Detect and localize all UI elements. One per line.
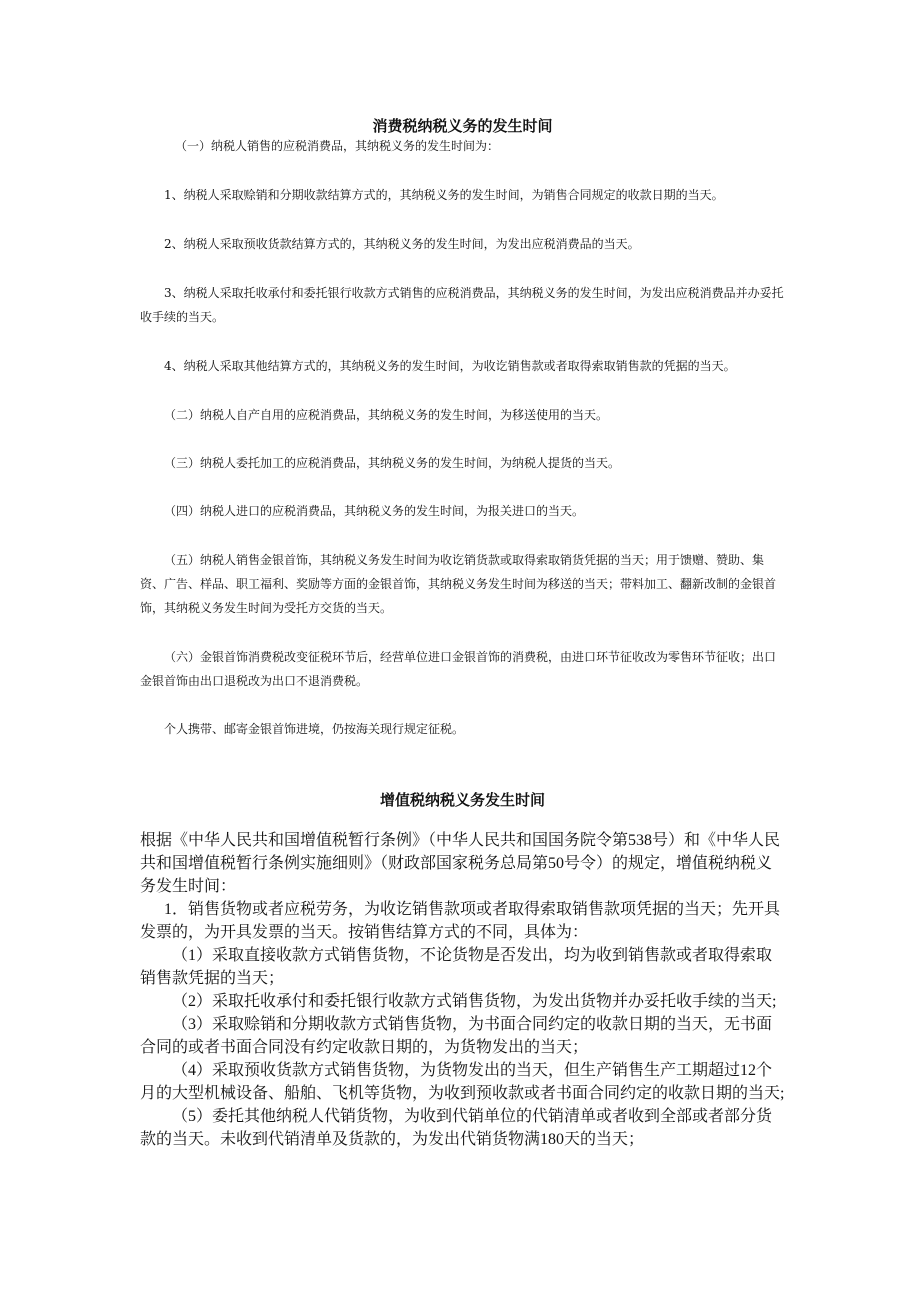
section1-paragraph-2: （二）纳税人自产自用的应税消费品，其纳税义务的发生时间，为移送使用的当天。: [164, 408, 609, 422]
section2-subitem-3: （3）采取赊销和分期收款方式销售货物，为书面合同约定的收款日期的当天，无书面合同的或者书面合同没有约定收款日期的，为货物发出的当天；: [140, 1016, 773, 1056]
section2-title: 增值税纳税义务发生时间: [379, 791, 545, 809]
section1-intro: （一）纳税人销售的应税消费品，其纳税义务的发生时间为：: [175, 139, 500, 153]
section1-paragraph-7: 个人携带、邮寄金银首饰进境，仍按海关现行规定征税。: [164, 722, 465, 736]
section1-item-3: 3、纳税人采取托收承付和委托银行收款方式销售的应税消费品，其纳税义务的发生时间，为发出应税消费品并办妥托收手续的当天。: [140, 286, 784, 324]
section1-paragraph-6: （六）金银首饰消费税改变征税环节后，经营单位进口金银首饰的消费税，由进口环节征收改为零售环节征收；出口金银首饰由出口退税改为出口不退消费税。: [140, 650, 777, 688]
section2-subitem-1: （1）采取直接收款方式销售货物，不论货物是否发出，均为收到销售款或者取得索取销售款凭据的当天；: [140, 947, 773, 987]
section1-item-4: 4、纳税人采取其他结算方式的，其纳税义务的发生时间，为收讫销售款或者取得索取销售款的凭据的当天。: [164, 359, 736, 373]
section2-subitem-4: （4）采取预收货款方式销售货物，为货物发出的当天，但生产销售生产工期超过12个月的大型机械设备、船舶、飞机等货物，为收到预收款或者书面合同约定的收款日期的当天;: [140, 1062, 785, 1102]
section2-intro: 根据《中华人民共和国增值税暂行条例》（中华人民共和国国务院令第538号）和《中华人民共和国增值税暂行条例实施细则》（财政部国家税务总局第50号令）的规定，增值税纳税义务发生时间：: [140, 832, 781, 895]
section2-subitem-2: （2）采取托收承付和委托银行收款方式销售货物，为发出货物并办妥托收手续的当天;: [172, 993, 777, 1010]
section2-body: [140, 829, 785, 1151]
section1-item-2: 2、纳税人采取预收货款结算方式的，其纳税义务的发生时间，为发出应税消费品的当天。: [164, 237, 640, 251]
section1-paragraph-5: （五）纳税人销售金银首饰，其纳税义务发生时间为收讫销货款或取得索取销货凭据的当天；用于馈赠、赞助、集资、广告、样品、职工福利、奖励等方面的金银首饰，其纳税义务发生时间为移送的当天；带料加工、翻新改制的金银首饰，其纳税义务发生时间为受托方交货的当天。: [140, 553, 777, 615]
section1-title: 消费税纳税义务的发生时间: [372, 117, 553, 135]
section1-paragraph-3: （三）纳税人委托加工的应税消费品，其纳税义务的发生时间，为纳税人提货的当天。: [164, 456, 621, 470]
section2-item-1: 1．销售货物或者应税劳务，为收讫销售款项或者取得索取销售款项凭据的当天；先开具发票的，为开具发票的当天。按销售结算方式的不同，具体为：: [140, 901, 781, 941]
section1-paragraph-4: （四）纳税人进口的应税消费品，其纳税义务的发生时间，为报关进口的当天。: [164, 504, 585, 518]
section1-item-1: 1、纳税人采取赊销和分期收款结算方式的，其纳税义务的发生时间，为销售合同规定的收款日期的当天。: [164, 188, 724, 202]
section2-subitem-5: （5）委托其他纳税人代销货物，为收到代销单位的代销清单或者收到全部或者部分货款的当天。未收到代销清单及货款的，为发出代销货物满180天的当天；: [140, 1108, 773, 1148]
